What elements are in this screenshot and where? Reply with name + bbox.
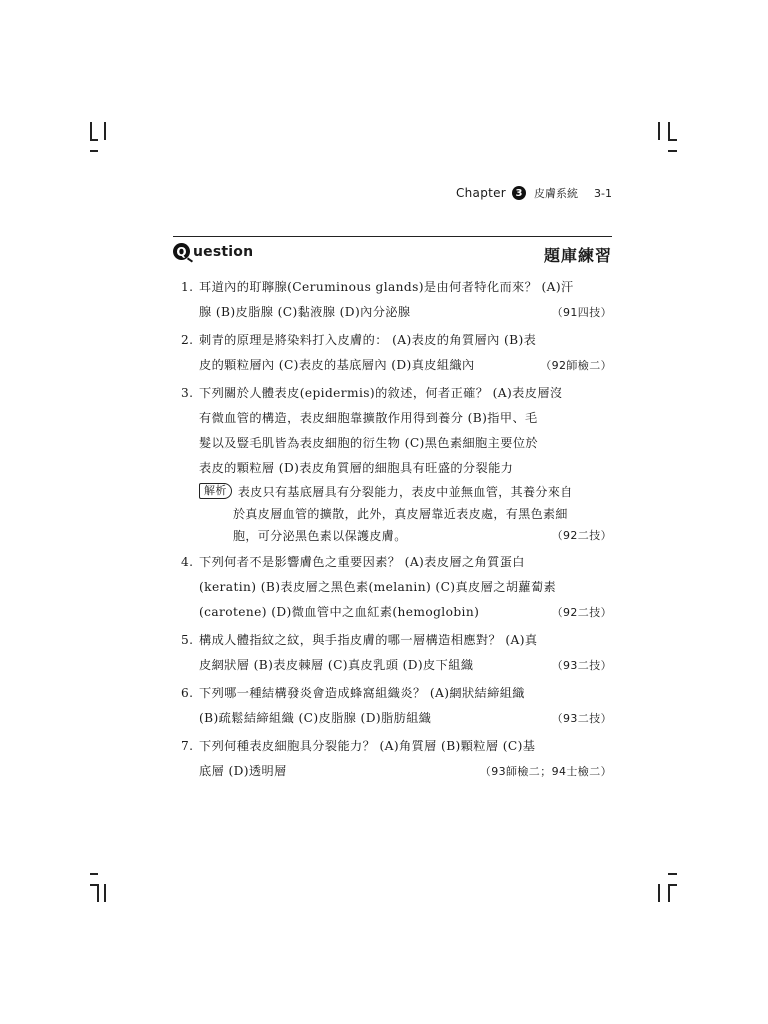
question-number: 1. [181,279,194,294]
question-text: 腺 (B)皮脂腺 (C)黏液腺 (D)內分泌腺 [199,305,411,319]
question-number: 2. [181,332,194,347]
question-line [181,430,612,455]
question-line [181,733,612,758]
chapter-number-badge: 3 [512,186,526,200]
question-line [181,627,612,652]
question-item [181,274,612,324]
page-number: 3-1 [594,186,612,200]
question-text: 下列何者不是影響膚色之重要因素？ (A)表皮層之角質蛋白 [199,555,525,569]
question-item [181,327,612,377]
exam-source: （91四技） [551,305,612,319]
exam-source: （93師檢二；94士檢二） [479,764,612,778]
question-text: 下列何種表皮細胞具分裂能力？ (A)角質層 (B)顆粒層 (C)基 [199,739,536,753]
exam-source: （92二技） [551,605,612,619]
question-number: 5. [181,632,194,647]
question-text: 構成人體指紋之紋，與手指皮膚的哪一層構造相應對？ (A)真 [199,633,538,647]
analysis-tag: 解析 [199,483,232,499]
question-text: 底層 (D)透明層 [199,764,287,778]
question-line [181,652,612,677]
crop-mark [104,122,106,140]
question-text: 耳道內的耵聹腺(Ceruminous glands)是由何者特化而來？ (A)汗 [199,280,574,294]
section-heading [173,243,612,267]
exam-source: （93二技） [551,711,612,725]
question-number: 4. [181,554,194,569]
question-text: (keratin) (B)表皮層之黑色素(melanin) (C)真皮層之胡蘿蔔素 [199,580,557,594]
question-line [181,758,612,783]
crop-mark [668,139,677,141]
question-line [181,380,612,405]
question-text: 皮網狀層 (B)表皮棘層 (C)真皮乳頭 (D)皮下組織 [199,658,474,672]
question-line [181,327,612,352]
question-text: 有微血管的構造，表皮細胞靠擴散作用得到養分 (B)指甲、毛 [199,411,538,425]
exam-source: （93二技） [551,658,612,672]
question-line [181,274,612,299]
question-item [181,680,612,730]
running-header [456,184,612,202]
question-number: 6. [181,685,194,700]
crop-mark [658,884,660,902]
section-title: 題庫練習 [543,246,612,265]
question-logo-icon: Q [173,243,190,260]
question-line [181,574,612,599]
question-item [181,549,612,624]
question-item [181,627,612,677]
question-line [181,705,612,730]
question-line [181,299,612,324]
question-item [181,733,612,783]
question-text: 表皮的顆粒層 (D)表皮角質層的細胞具有旺盛的分裂能力 [199,461,514,475]
exam-source: （92二技） [551,529,612,542]
question-logo [173,243,253,260]
crop-mark [97,884,99,902]
question-list [181,274,612,786]
crop-mark [668,150,677,152]
analysis-text: 胞，可分泌黑色素以保護皮膚。 [233,528,407,543]
analysis-text: 於真皮層血管的擴散，此外，真皮層靠近表皮處，有黑色素細 [233,506,568,521]
analysis-line [181,502,612,524]
crop-mark [90,150,98,152]
analysis-line [181,480,612,502]
crop-mark [90,873,98,875]
exam-source: （92師檢二） [540,358,612,372]
analysis-line [181,524,612,546]
section-rule [173,236,612,237]
question-text: 下列關於人體表皮(epidermis)的敘述，何者正確？ (A)表皮層沒 [199,386,563,400]
question-line [181,405,612,430]
crop-mark [104,884,106,902]
crop-mark [668,873,677,875]
question-line [181,455,612,480]
question-number: 7. [181,738,194,753]
chapter-title: 皮膚系統 [534,187,579,200]
question-number: 3. [181,385,194,400]
question-text: 刺青的原理是將染料打入皮膚的： (A)表皮的角質層內 (B)表 [199,333,537,347]
crop-mark [668,884,670,902]
question-text: (carotene) (D)微血管中之血紅素(hemoglobin) [199,605,480,619]
question-logo-text: uestion [193,243,254,260]
crop-mark [90,139,98,141]
question-text: 髮以及豎毛肌皆為表皮細胞的衍生物 (C)黑色素細胞主要位於 [199,436,538,450]
analysis-text: 表皮只有基底層具有分裂能力，表皮中並無血管，其養分來自 [237,484,573,499]
analysis-block [181,480,612,546]
chapter-word: Chapter [455,186,507,200]
question-line [181,599,612,624]
question-text: (B)疏鬆結締組織 (C)皮脂腺 (D)脂肪組織 [199,711,432,725]
crop-mark [658,122,660,140]
question-line [181,352,612,377]
question-text: 皮的顆粒層內 (C)表皮的基底層內 (D)真皮組織內 [199,358,475,372]
question-item [181,380,612,546]
question-text: 下列哪一種結構發炎會造成蜂窩組織炎？ (A)網狀結締組織 [199,686,525,700]
question-line [181,680,612,705]
question-line [181,549,612,574]
crop-mark [90,122,92,140]
crop-mark [668,122,670,140]
